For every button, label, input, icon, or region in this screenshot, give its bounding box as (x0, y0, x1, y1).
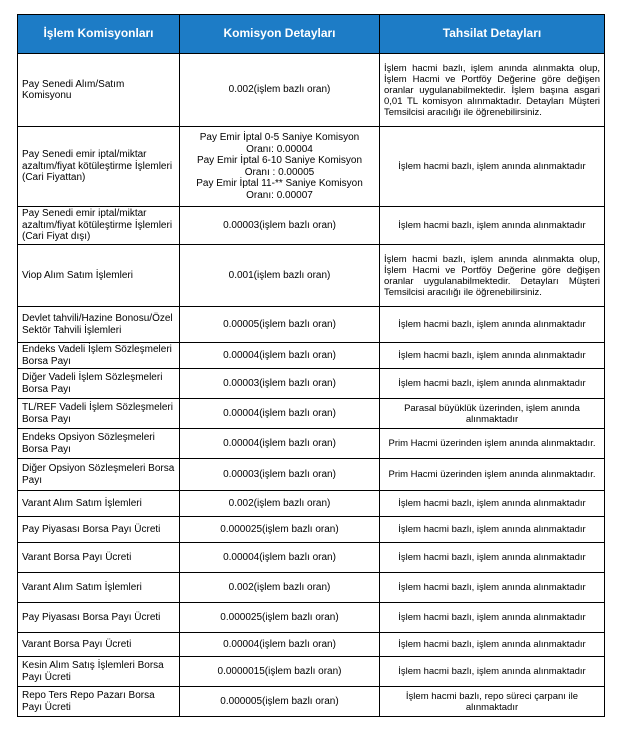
table-row (18, 573, 605, 603)
transaction-name-cell: TL/REF Vadeli İşlem Sözleşmeleri Borsa Payı (18, 399, 180, 429)
commission-detail-cell: 0.00005(işlem bazlı oran) (180, 307, 380, 343)
transaction-name-cell: Pay Senedi Alım/Satım Komisyonu (18, 54, 180, 127)
collection-detail-cell: İşlem hacmi bazlı, işlem anında alınmaktadır (380, 127, 605, 207)
commission-detail-cell: 0.002(işlem bazlı oran) (180, 491, 380, 517)
commission-detail-cell: 0.002(işlem bazlı oran) (180, 573, 380, 603)
collection-detail-cell: Parasal büyüklük üzerinden, işlem anında alınmaktadır (380, 399, 605, 429)
table-row (18, 657, 605, 687)
transaction-name-cell: Devlet tahvili/Hazine Bonosu/Özel Sektör Tahvili İşlemleri (18, 307, 180, 343)
collection-detail-cell: İşlem hacmi bazlı, işlem anında alınmaktadır (380, 343, 605, 369)
table-row (18, 127, 605, 207)
table-row (18, 54, 605, 127)
transaction-name-cell: Pay Senedi emir iptal/miktar azaltım/fiyat kötüleştirme İşlemleri (Cari Fiyat dışı) (18, 207, 180, 245)
header-commission-details: Komisyon Detayları (180, 15, 380, 54)
commission-detail-cell: 0.000025(işlem bazlı oran) (180, 603, 380, 633)
table-row (18, 429, 605, 459)
table-row (18, 633, 605, 657)
table-row (18, 491, 605, 517)
transaction-name-cell: Varant Borsa Payı Ücreti (18, 543, 180, 573)
commission-detail-cell: 0.000025(işlem bazlı oran) (180, 517, 380, 543)
table-row (18, 369, 605, 399)
table-body (18, 54, 605, 717)
table-row (18, 245, 605, 307)
collection-detail-cell: İşlem hacmi bazlı, işlem anında alınmaktadır (380, 657, 605, 687)
transaction-name-cell: Diğer Vadeli İşlem Sözleşmeleri Borsa Payı (18, 369, 180, 399)
commission-detail-cell: 0.002(işlem bazlı oran) (180, 54, 380, 127)
commission-detail-cell: 0.00004(işlem bazlı oran) (180, 429, 380, 459)
commission-rate-line: Pay Emir İptal 11-** Saniye Komisyon (196, 178, 363, 189)
transaction-name-cell: Varant Borsa Payı Ücreti (18, 633, 180, 657)
collection-detail-cell: İşlem hacmi bazlı, işlem anında alınmaktadır (380, 369, 605, 399)
commission-detail-cell: 0.001(işlem bazlı oran) (180, 245, 380, 307)
commission-detail-cell: 0.00003(işlem bazlı oran) (180, 369, 380, 399)
table-row (18, 459, 605, 491)
table-row (18, 543, 605, 573)
commission-rate-line: Pay Emir İptal 6-10 Saniye Komisyon (196, 155, 363, 166)
commission-detail-cell: 0.00004(işlem bazlı oran) (180, 343, 380, 369)
transaction-name-cell: Repo Ters Repo Pazarı Borsa Payı Ücreti (18, 687, 180, 717)
commission-detail-cell: 0.00004(işlem bazlı oran) (180, 543, 380, 573)
collection-detail-cell: İşlem hacmi bazlı, işlem anında alınmaktadır (380, 543, 605, 573)
table-row (18, 307, 605, 343)
commission-detail-cell: 0.00003(işlem bazlı oran) (180, 207, 380, 245)
transaction-name-cell: Endeks Vadeli İşlem Sözleşmeleri Borsa Payı (18, 343, 180, 369)
transaction-name-cell: Endeks Opsiyon Sözleşmeleri Borsa Payı (18, 429, 180, 459)
transaction-name-cell: Kesin Alım Satış İşlemleri Borsa Payı Ücreti (18, 657, 180, 687)
commission-detail-cell: 0.000005(işlem bazlı oran) (180, 687, 380, 717)
transaction-name-cell: Diğer Opsiyon Sözleşmeleri Borsa Payı (18, 459, 180, 491)
transaction-name-cell: Viop Alım Satım İşlemleri (18, 245, 180, 307)
collection-detail-cell: İşlem hacmi bazlı, repo süreci çarpanı ile alınmaktadır (380, 687, 605, 717)
commission-detail-cell: 0.00003(işlem bazlı oran) (180, 459, 380, 491)
table-header-row (18, 15, 605, 54)
collection-detail-cell: Prim Hacmi üzerinden işlem anında alınmaktadır. (380, 429, 605, 459)
commission-rate-line: Pay Emir İptal 0-5 Saniye Komisyon (199, 132, 360, 143)
commission-rate-line: Oranı: 0.00007 (246, 189, 313, 201)
header-collection-details: Tahsilat Detayları (380, 15, 605, 54)
commission-table (17, 14, 605, 717)
collection-detail-cell: İşlem hacmi bazlı, işlem anında alınmaktadır (380, 207, 605, 245)
commission-rate-line: Oranı: 0.00004 (246, 143, 313, 155)
transaction-name-cell: Pay Piyasası Borsa Payı Ücreti (18, 517, 180, 543)
transaction-name-cell: Pay Senedi emir iptal/miktar azaltım/fiyat kötüleştirme İşlemleri (Cari Fiyattan) (18, 127, 180, 207)
table-row (18, 517, 605, 543)
commission-detail-cell: 0.00004(işlem bazlı oran) (180, 399, 380, 429)
table-row (18, 207, 605, 245)
collection-detail-cell: İşlem hacmi bazlı, işlem anında alınmaktadır (380, 603, 605, 633)
collection-detail-cell: İşlem hacmi bazlı, işlem anında alınmaktadır (380, 307, 605, 343)
table-row (18, 399, 605, 429)
collection-detail-cell: İşlem hacmi bazlı, işlem anında alınmaktadır (380, 517, 605, 543)
collection-detail-cell: İşlem hacmi bazlı, işlem anında alınmaktadır (380, 491, 605, 517)
header-transaction-commissions: İşlem Komisyonları (18, 15, 180, 54)
collection-detail-cell: İşlem hacmi bazlı, işlem anında alınmaktadır (380, 573, 605, 603)
transaction-name-cell: Pay Piyasası Borsa Payı Ücreti (18, 603, 180, 633)
collection-detail-cell: İşlem hacmi bazlı, işlem anında alınmakta olup, İşlem Hacmi ve Portföy Değerine göre değişen oranlar uygulanabilmektedir. İşlem başına asgari 0,01 TL komisyon alınmaktadır. Detayları Müşteri Temsilcisi aracılığı ile öğrenebilirsiniz. (380, 54, 605, 127)
transaction-name-cell: Varant Alım Satım İşlemleri (18, 573, 180, 603)
collection-detail-cell: İşlem hacmi bazlı, işlem anında alınmaktadır (380, 633, 605, 657)
table-row (18, 687, 605, 717)
collection-detail-cell: İşlem hacmi bazlı, işlem anında alınmakta olup, İşlem Hacmi ve Portföy Değerine göre değişen oranlar uygulanabilmektedir. Detayları Müşteri Temsilcisi aracılığı ile öğrenebilirsiniz. (380, 245, 605, 307)
table-row (18, 343, 605, 369)
commission-rate-line: Oranı : 0.00005 (244, 166, 315, 178)
commission-detail-cell: 0.00004(işlem bazlı oran) (180, 633, 380, 657)
collection-detail-cell: Prim Hacmi üzerinden işlem anında alınmaktadır. (380, 459, 605, 491)
table-row (18, 603, 605, 633)
transaction-name-cell: Varant Alım Satım İşlemleri (18, 491, 180, 517)
commission-detail-cell (180, 127, 380, 207)
commission-detail-cell: 0.0000015(işlem bazlı oran) (180, 657, 380, 687)
